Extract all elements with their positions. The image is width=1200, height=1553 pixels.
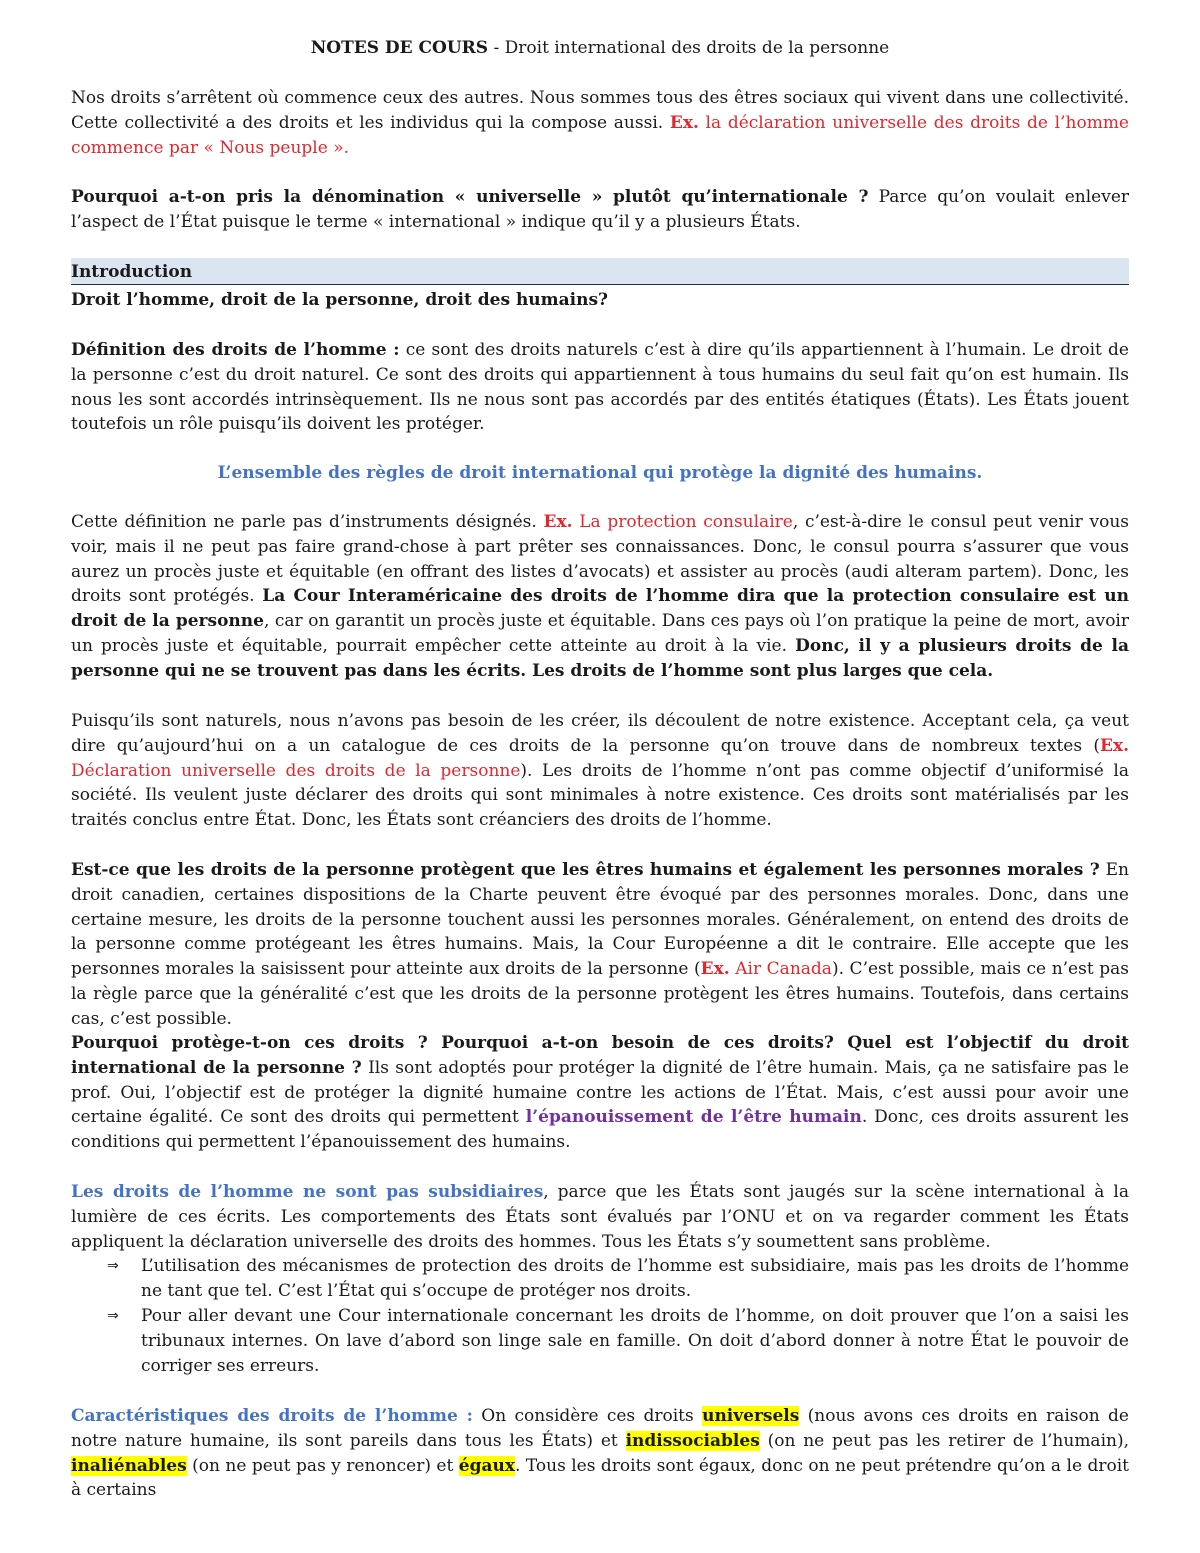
example-label: Ex. bbox=[669, 112, 699, 133]
arrow-icon: ⇒ bbox=[107, 1258, 119, 1275]
example-label: Ex. bbox=[543, 512, 573, 532]
arrow-icon: ⇒ bbox=[107, 1307, 119, 1324]
list-item bbox=[71, 1304, 1129, 1378]
key-statement: Les droits de l’homme ne sont pas subsidiaires bbox=[71, 1182, 544, 1202]
list-item-text: Pour aller devant une Cour internationale concernant les droits de l’homme, on doit prouver que l’on a saisi les tribunaux internes. On lave d’abord son linge sale en famille. On doit d’abord donner à notre État le pouvoir de corriger ses erreurs. bbox=[141, 1305, 1129, 1376]
definition-statement: L’ensemble des règles de droit international qui protège la dignité des humains. bbox=[217, 463, 983, 483]
paragraph-caracteristiques bbox=[71, 1404, 1129, 1503]
text: Puisqu’ils sont naturels, nous n’avons pas besoin de les créer, ils découlent de notre existence. Acceptant cela, ça veut dire qu’aujourd’hui on a un catalogue de ces droits de la personne qu’on trouve dans de nombreux textes ( bbox=[71, 711, 1129, 756]
question-text: Est-ce que les droits de la personne protègent que les êtres humains et également les personnes morales ? bbox=[71, 860, 1100, 880]
key-statement: Caractéristiques des droits de l’homme : bbox=[71, 1406, 473, 1426]
paragraph-personnes-morales bbox=[71, 858, 1129, 1032]
text: ). C’est possible, mais ce n’est pas la règle parce que la généralité c’est que les droits de la personne protègent les êtres humains. Toutefois, dans certains cas, c’est possible. bbox=[71, 959, 1129, 1029]
text: (on ne peut pas y renoncer) et bbox=[186, 1455, 459, 1476]
paragraph-universelle bbox=[71, 185, 1129, 235]
example-text: La protection consulaire bbox=[572, 512, 793, 532]
emphasis-text: l’épanouissement de l’être humain bbox=[525, 1107, 862, 1128]
example-label: Ex. bbox=[1099, 735, 1129, 756]
term-label: Définition des droits de l’homme : bbox=[71, 340, 400, 360]
page-title bbox=[71, 36, 1129, 61]
example-text: Air Canada bbox=[729, 959, 832, 980]
paragraph-intro bbox=[71, 86, 1129, 160]
text: , c’est-à-dire le consul peut venir vous voir, mais il ne peut pas faire grand-chose à part prêter ses connaissances. Donc, le consul pourra s’assurer que vous aurez un procès juste et équitable (en offrant des listes d’avocats) et assister au procès (audi alteram partem). Donc, les droits sont protégés. bbox=[71, 512, 1129, 607]
section-subheading: Droit l’homme, droit de la personne, droit des humains? bbox=[71, 290, 609, 310]
section-heading-bar bbox=[71, 258, 1129, 285]
section-heading: Introduction bbox=[71, 262, 193, 282]
highlighted-term: inaliénables bbox=[71, 1455, 187, 1476]
paragraph-subsidiaires bbox=[71, 1180, 1129, 1378]
highlighted-term: égaux bbox=[458, 1455, 515, 1476]
paragraph-objectif bbox=[71, 1031, 1129, 1155]
paragraph-protection-consulaire bbox=[71, 510, 1129, 684]
text: . Donc, ces droits assurent les conditions qui permettent l’épanouissement des humains. bbox=[71, 1107, 1129, 1153]
highlighted-term: universels bbox=[702, 1406, 800, 1426]
text: . Tous les droits sont égaux, donc on ne peut prétendre qu’on a le droit à certains bbox=[71, 1455, 1129, 1501]
list-item bbox=[71, 1254, 1129, 1304]
text: ). Les droits de l’homme n’ont pas comme objectif d’uniformisé la société. Ils veulent juste déclarer des droits qui sont minimales à notre existence. Ces droits sont matérialisés par les traités conclus entre État. Donc, les États sont créanciers des droits de l’homme. bbox=[71, 760, 1129, 831]
example-text: Déclaration universelle des droits de la personne bbox=[71, 760, 521, 781]
text: Cette définition ne parle pas d’instruments désignés. bbox=[71, 512, 544, 532]
example-label: Ex. bbox=[700, 959, 730, 980]
bold-text: Donc, il y a plusieurs droits de la personne qui ne se trouvent pas dans les écrits. Les droits de l’homme sont plus larges que cela. bbox=[71, 635, 1129, 681]
paragraph-droits-naturels bbox=[71, 709, 1129, 833]
text: ce sont des droits naturels c’est à dire qu’ils appartiennent à l’humain. Le droit de la personne c’est du droit naturel. Ce sont des droits qui appartiennent à tous humains du seul fait qu’on est humain. Ils nous les sont accordés intrinsèquement. Ils ne nous sont pas accordés par des entités étatiques (États). Les États jouent toutefois un rôle puisqu’ils doivent les protéger. bbox=[71, 340, 1129, 435]
bold-text: La Cour Interaméricaine des droits de l’homme dira que la protection consulaire est un droit de la personne bbox=[71, 586, 1129, 632]
arrow-list bbox=[71, 1254, 1129, 1378]
question-text: Pourquoi protège-t-on ces droits ? Pourquoi a-t-on besoin de ces droits? Quel est l’objectif du droit international de la personne ? bbox=[71, 1033, 1129, 1078]
text: (nous avons ces droits en raison de notre nature humaine, ils sont pareils dans tous les États) et bbox=[71, 1406, 1129, 1451]
text: Nos droits s’arrêtent où commence ceux des autres. Nous sommes tous des êtres sociaux qui vivent dans une collectivité. Cette collectivité a des droits et les individus qui la compose aussi. bbox=[71, 88, 1129, 133]
highlighted-term: indissociables bbox=[625, 1430, 760, 1451]
text: , car on garantit un procès juste et équitable. Dans ces pays où l’on pratique la peine de mort, avoir un procès juste et équitable, pourrait empêcher cette atteinte au droit à la vie. bbox=[71, 611, 1129, 656]
title-bold: NOTES DE COURS bbox=[310, 38, 489, 58]
text: Parce qu’on voulait enlever l’aspect de l’État puisque le terme « international » indique qu’il y a plusieurs États. bbox=[71, 187, 1130, 232]
text: On considère ces droits bbox=[472, 1406, 703, 1426]
text: En droit canadien, certaines dispositions de la Charte peuvent être évoqué par des personnes morales. Donc, dans une certaine mesure, les droits de la personne touchent aussi les personnes morales. Généralement, on entend des droits de la personne comme protégeant les êtres humains. Mais, la Cour Européenne a dit le contraire. Elle accepte que les personnes morales la saisissent pour atteinte aux droits de la personne ( bbox=[71, 860, 1129, 980]
example-text: la déclaration universelle des droits de l’homme commence par « Nous peuple ». bbox=[71, 112, 1129, 158]
text: (on ne peut pas les retirer de l’humain), bbox=[759, 1430, 1129, 1451]
paragraph-definition-droits bbox=[71, 338, 1129, 437]
question-text: Pourquoi a-t-on pris la dénomination « universelle » plutôt qu’internationale ? bbox=[71, 187, 869, 207]
text: Ils sont adoptés pour protéger la dignité de l’être humain. Mais, ça ne satisfaire pas le prof. Oui, l’objectif est de protéger la dignité humaine contre les actions de l’État. Mais, c’est aussi pour avoir une certaine égalité. Ce sont des droits qui permettent bbox=[71, 1057, 1130, 1128]
title-rest: - Droit international des droits de la personne bbox=[488, 38, 890, 58]
text: , parce que les États sont jaugés sur la scène international à la lumière de ces écrits. Les comportements des États sont évalués par l’ONU et on va regarder comment les États appliquent la déclaration universelle des droits des hommes. Tous les États s’y soumettent sans problème. bbox=[71, 1182, 1129, 1252]
list-item-text: L’utilisation des mécanismes de protection des droits de l’homme est subsidiaire, mais pas les droits de l’homme ne tant que tel. C’est l’État qui s’occupe de protéger nos droits. bbox=[141, 1256, 1129, 1302]
